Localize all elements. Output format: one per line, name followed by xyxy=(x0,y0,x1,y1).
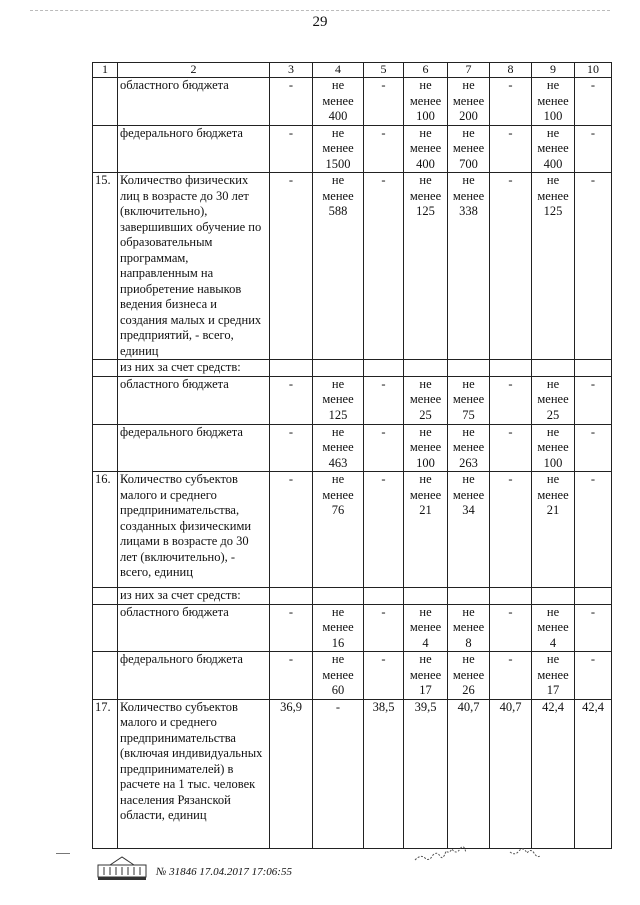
value-cell: не менее 4 xyxy=(532,604,575,652)
value-cell: - xyxy=(575,173,612,360)
value-cell: - xyxy=(364,125,404,173)
row-indicator-name: областного бюджета xyxy=(118,604,270,652)
value-cell: не менее 463 xyxy=(313,424,364,472)
value-cell xyxy=(270,588,313,605)
value-cell: не менее 588 xyxy=(313,173,364,360)
value-cell xyxy=(532,360,575,377)
row-number xyxy=(93,424,118,472)
value-cell: не менее 4 xyxy=(404,604,448,652)
value-cell: - xyxy=(490,652,532,700)
value-cell: не менее 400 xyxy=(404,125,448,173)
value-cell: - xyxy=(490,424,532,472)
header-cell: 6 xyxy=(404,63,448,78)
value-cell: не менее 100 xyxy=(404,78,448,126)
value-cell: - xyxy=(364,173,404,360)
value-cell: не менее 125 xyxy=(404,173,448,360)
value-cell: не менее 100 xyxy=(532,424,575,472)
value-cell: не менее 8 xyxy=(448,604,490,652)
header-cell: 7 xyxy=(448,63,490,78)
header-row xyxy=(93,63,612,78)
value-cell: 42,4 xyxy=(532,699,575,848)
value-cell: - xyxy=(575,78,612,126)
registry-stamp-icon xyxy=(96,853,148,881)
value-cell xyxy=(270,360,313,377)
value-cell: не менее 21 xyxy=(404,472,448,588)
value-cell: не менее 17 xyxy=(404,652,448,700)
value-cell: не менее 100 xyxy=(532,78,575,126)
header-cell: 4 xyxy=(313,63,364,78)
value-cell: - xyxy=(490,604,532,652)
header-cell: 2 xyxy=(118,63,270,78)
value-cell xyxy=(313,360,364,377)
value-cell xyxy=(490,360,532,377)
value-cell: не менее 125 xyxy=(532,173,575,360)
value-cell: - xyxy=(575,424,612,472)
row-indicator-name: Количество субъектов малого и среднего предпринимательства (включая индивидуальных предпринимателей) в расчете на 1 тыс. человек населения Рязанской области, единиц xyxy=(118,699,270,848)
value-cell: не менее 25 xyxy=(532,376,575,424)
value-cell: - xyxy=(575,472,612,588)
margin-mark xyxy=(56,853,70,854)
table-row xyxy=(93,604,612,652)
table-row xyxy=(93,376,612,424)
value-cell: не менее 76 xyxy=(313,472,364,588)
top-scan-line xyxy=(30,10,610,12)
value-cell xyxy=(313,588,364,605)
value-cell: не менее 25 xyxy=(404,376,448,424)
value-cell: - xyxy=(490,472,532,588)
registration-number: № 31846 17.04.2017 17:06:55 xyxy=(156,866,292,878)
value-cell: - xyxy=(270,78,313,126)
value-cell xyxy=(448,588,490,605)
value-cell xyxy=(364,360,404,377)
row-number: 16. xyxy=(93,472,118,588)
value-cell: - xyxy=(270,125,313,173)
value-cell: не менее 400 xyxy=(532,125,575,173)
header-cell: 9 xyxy=(532,63,575,78)
value-cell: - xyxy=(270,652,313,700)
row-number xyxy=(93,652,118,700)
value-cell: не менее 100 xyxy=(404,424,448,472)
value-cell: не менее 125 xyxy=(313,376,364,424)
row-indicator-name: областного бюджета xyxy=(118,376,270,424)
value-cell: - xyxy=(313,699,364,848)
table-row xyxy=(93,652,612,700)
row-indicator-name: федерального бюджета xyxy=(118,424,270,472)
value-cell xyxy=(404,360,448,377)
value-cell: не менее 338 xyxy=(448,173,490,360)
value-cell: 40,7 xyxy=(448,699,490,848)
row-indicator-name: федерального бюджета xyxy=(118,125,270,173)
value-cell xyxy=(490,588,532,605)
value-cell: 40,7 xyxy=(490,699,532,848)
row-indicator-name: федерального бюджета xyxy=(118,652,270,700)
value-cell xyxy=(532,588,575,605)
value-cell: не менее 700 xyxy=(448,125,490,173)
value-cell: - xyxy=(490,376,532,424)
value-cell: 42,4 xyxy=(575,699,612,848)
value-cell: 38,5 xyxy=(364,699,404,848)
value-cell: не менее 400 xyxy=(313,78,364,126)
value-cell xyxy=(404,588,448,605)
value-cell: - xyxy=(575,604,612,652)
value-cell xyxy=(364,588,404,605)
header-cell: 1 xyxy=(93,63,118,78)
value-cell xyxy=(575,588,612,605)
value-cell xyxy=(448,360,490,377)
value-cell: не менее 26 xyxy=(448,652,490,700)
header-cell: 5 xyxy=(364,63,404,78)
value-cell: - xyxy=(364,472,404,588)
value-cell: не менее 34 xyxy=(448,472,490,588)
data-table xyxy=(92,62,612,849)
row-number xyxy=(93,78,118,126)
value-cell: не менее 1500 xyxy=(313,125,364,173)
table-row xyxy=(93,424,612,472)
table-row xyxy=(93,472,612,588)
row-indicator-name: областного бюджета xyxy=(118,78,270,126)
value-cell: - xyxy=(364,652,404,700)
signature-icon xyxy=(410,838,560,868)
value-cell: - xyxy=(270,424,313,472)
value-cell: - xyxy=(490,125,532,173)
value-cell: не менее 21 xyxy=(532,472,575,588)
value-cell: - xyxy=(270,604,313,652)
table-row xyxy=(93,699,612,848)
value-cell xyxy=(575,360,612,377)
row-indicator-name: Количество физических лиц в возрасте до 30 лет (включительно), завершивших обучение по образовательным программам, направленным на приобретение навыков ведения бизнеса и создания малых и средних предприятий, - всего, единиц xyxy=(118,173,270,360)
value-cell: не менее 60 xyxy=(313,652,364,700)
table-row xyxy=(93,360,612,377)
table-row xyxy=(93,125,612,173)
value-cell: - xyxy=(364,604,404,652)
row-number xyxy=(93,360,118,377)
value-cell: - xyxy=(575,125,612,173)
row-subheader: из них за счет средств: xyxy=(118,360,270,377)
value-cell: - xyxy=(270,173,313,360)
value-cell: - xyxy=(490,78,532,126)
value-cell: - xyxy=(364,424,404,472)
value-cell: - xyxy=(270,376,313,424)
row-number xyxy=(93,588,118,605)
row-number xyxy=(93,604,118,652)
row-number: 17. xyxy=(93,699,118,848)
value-cell: - xyxy=(364,376,404,424)
value-cell: - xyxy=(575,376,612,424)
table-row xyxy=(93,78,612,126)
value-cell: - xyxy=(490,173,532,360)
header-cell: 3 xyxy=(270,63,313,78)
table-row xyxy=(93,173,612,360)
row-indicator-name: Количество субъектов малого и среднего предпринимательства, созданных физическими лицами в возрасте до 30 лет (включительно), - всего, единиц xyxy=(118,472,270,588)
value-cell: не менее 263 xyxy=(448,424,490,472)
value-cell: не менее 200 xyxy=(448,78,490,126)
value-cell: 39,5 xyxy=(404,699,448,848)
page-number: 29 xyxy=(312,14,328,30)
value-cell: - xyxy=(575,652,612,700)
row-number: 15. xyxy=(93,173,118,360)
row-number xyxy=(93,125,118,173)
value-cell: - xyxy=(364,78,404,126)
value-cell: не менее 17 xyxy=(532,652,575,700)
value-cell: не менее 75 xyxy=(448,376,490,424)
value-cell: - xyxy=(270,472,313,588)
value-cell: не менее 16 xyxy=(313,604,364,652)
row-subheader: из них за счет средств: xyxy=(118,588,270,605)
header-cell: 10 xyxy=(575,63,612,78)
value-cell: 36,9 xyxy=(270,699,313,848)
header-cell: 8 xyxy=(490,63,532,78)
table-row xyxy=(93,588,612,605)
row-number xyxy=(93,376,118,424)
